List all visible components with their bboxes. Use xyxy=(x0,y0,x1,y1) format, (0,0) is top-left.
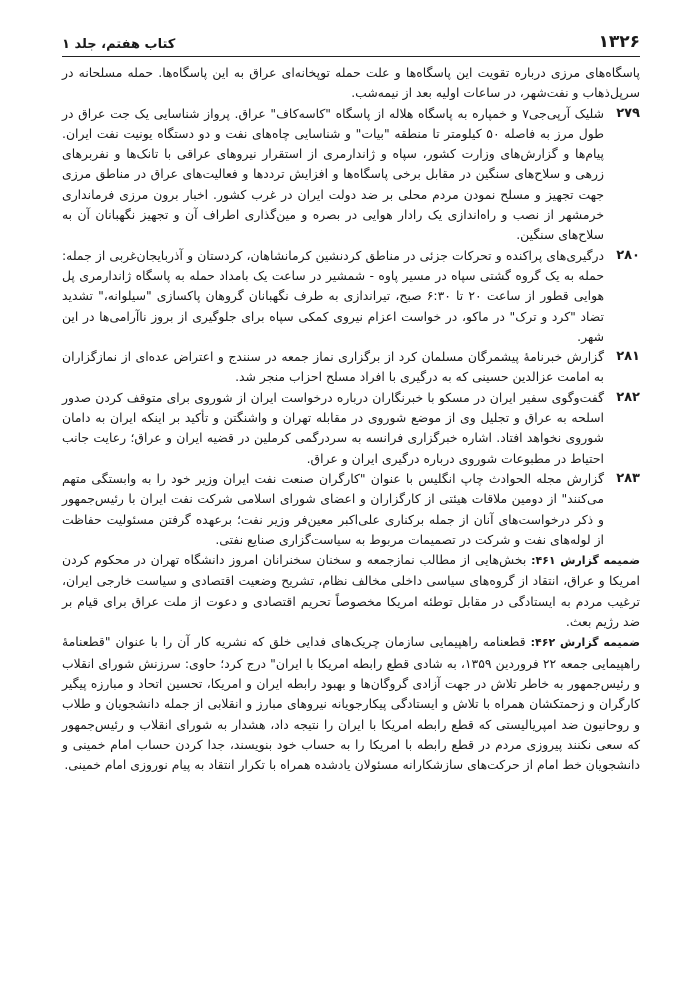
report-entry-282 xyxy=(62,388,640,469)
entry-text: گزارش خبرنامهٔ پیشمرگان مسلمان کرد از برگزاری نماز جمعه در سنندج و اعتراض عده‌ای از نمازگزاران به امامت عزالدین حسینی که به درگیری با افراد مسلح احزاب منجر شد. xyxy=(62,349,604,385)
entry-number: ۲۷۹ xyxy=(616,105,640,121)
entry-text: شلیک آرپی‌جی۷ و خمپاره به پاسگاه هلاله از پاسگاه "کاسه‌کاف" عراق. پرواز شناسایی یک جت عراق در طول مرز به فاصله ۵۰ کیلومتر تا منطقه "بیات" و شناسایی چاه‌های نفت و دو دستگاه یونیت نفت ایران. پیام‌ها و گزارش‌های وزارت کشور، سپاه و ژاندارمری از استقرار نیروهای عراقی با تانک‌ها و نفربرهای زرهی و سلاح‌های سنگین در مقابل برخی پاسگاه‌ها و افزایش ترددها و فعالیت‌های عراق در مناطق مرزی جهت تجهیز و مسلح نمودن مردم محلی بر ضد دولت ایران در غرب کشور. اخبار برون مرزی فرمانداری خرمشهر از نصب و راه‌اندازی یک رادار هوایی در بصره و مین‌گذاری اطراف آن و تجهیز نگهبانان آن به سلاح‌های سنگین. xyxy=(62,105,605,243)
appendix-461 xyxy=(62,550,640,632)
appendix-462 xyxy=(62,632,640,775)
entry-number: ۲۸۱ xyxy=(616,349,640,365)
entry-text: درگیری‌های پراکنده و تحرکات جزئی در مناطق کردنشین کرمانشاهان، کردستان و آذربایجان‌غربی از جمله: حمله به یک گروه گشتی سپاه در مسیر پاوه - شمشیر در ساعت یک بامداد حمله به پاسگاه ژاندارمری پل هوایی قطور از ساعت ۲۰ تا ۶:۳۰ صبح، تیراندازی به طرف نگهبانان گروهان پاکسازی "سیلوانه،" تشدید تضاد "کرد و ترک" در ماکو، در خواست اعزام نیروی کمکی سپاه برای جلوگیری از بروز ناآرامی‌ها در این شهر. xyxy=(62,247,605,344)
book-title: کتاب هفتم، جلد ۱ xyxy=(62,37,176,52)
report-entry-280 xyxy=(62,246,640,347)
continuation-paragraph: پاسگاه‌های مرزی درباره تقویت این پاسگاه‌ها و علت حمله توپخانه‌ای عراق به این پاسگاه‌ها. حمله مسلحانه در سرپل‌ذهاب و نفت‌شهر، در ساعات اولیه بعد از نیمه‌شب. xyxy=(62,65,640,101)
entry-text: گزارش مجله الحوادث چاپ انگلیس با عنوان "کارگران صنعت نفت ایران وزیر خود را به وابستگی متهم می‌کنند" از دومین ملاقات هیئتی از کارگزاران و اعضای شورای اسلامی شرکت نفت ایران با رئیس‌جمهور و ذکر درخواست‌های آنان از جمله برکناری علی‌اکبر معین‌فر وزیر نفت؛ برعهده گرفتن مسئولیت حفاظت از لوله‌های نفت و شرکت در تصمیمات مربوط به سیاست‌گزاری صنایع نفتی. xyxy=(62,470,604,547)
appendix-lead: ضمیمه گزارش ۴۶۲: xyxy=(530,636,640,650)
report-entry-281 xyxy=(62,347,640,388)
document-page xyxy=(62,24,640,775)
report-entry-283 xyxy=(62,469,640,550)
entry-text: گفت‌وگوی سفیر ایران در مسکو با خبرنگاران درباره درخواست ایران از شوروی برای متوقف کردن صدور اسلحه به عراق و تجلیل وی از موضع شوروی در مقابله تهران و واشنگتن و تأکید بر اینکه ایران به دامان شوروی نخواهد افتاد. اشاره خبرگزاری فرانسه به سردرگمی کرملین در قضیه ایران و عراق؛ رعایت جانب احتیاط در مطبوعات شوروی درباره درگیری ایران و عراق. xyxy=(62,389,604,466)
appendix-lead: ضمیمه گزارش ۴۶۱: xyxy=(531,554,640,568)
appendix-text: بخش‌هایی از مطالب نمازجمعه و سخنان سخنرانان امروز دانشگاه تهران در محکوم کردن امریکا و عراق، انتقاد از گروه‌های سیاسی داخلی مخالف نظام، تشریح وضعیت اقتصادی و سیاست خارجی ایران، ترغیب مردم به ایستادگی در مقابل توطئه امریکا مخصوصاً تحریم اقتصادی و دعوت از ملت عراق برای قیام بر ضد رژیم بعث. xyxy=(62,552,640,630)
appendix-text: قطعنامه راهپیمایی سازمان چریک‌های فدایی خلق که نشریه کار آن را با عنوان "قطعنامهٔ راهپیمایی جمعه ۲۲ فروردین ۱۳۵۹، به شادی قطع رابطه امریکا با ایران" درج کرد؛ حاوی: سرزنش شورای انقلاب و رئیس‌جمهور به خاطر تلاش در جهت آزادی گروگان‌ها و بهبود رابطه ایران و امریکا، تحسین اتحاد و مبارزه پیگیر کارگران و زحمتکشان همراه با تلاش و ایستادگی پیکارجویانه نیروهای مبارز و انقلابی از جمله دانشجویان و طلاب و روحانیون ضد امپریالیستی که قطع رابطه امریکا با ایران را نتیجه داد، هشدار به شورای انقلاب و رئیس‌جمهور که سعی نکنند پیروزی مردم در قطع رابطه با امریکا را به حساب خود بنویسند، جدا کردن حساب امام خمینی و دانشجویان خط امام از حرکت‌های سازشکارانه مسئولان یادشده همراه با تکرار انتقاد به پیام نوروزی امام خمینی. xyxy=(62,634,640,773)
entry-number: ۲۸۳ xyxy=(616,470,640,486)
page-body xyxy=(62,63,640,775)
report-entry-279 xyxy=(62,104,640,246)
entry-number: ۲۸۲ xyxy=(616,389,640,405)
entry-number: ۲۸۰ xyxy=(616,247,640,263)
page-number: ۱۳۲۶ xyxy=(598,32,640,52)
page-header xyxy=(62,24,640,57)
